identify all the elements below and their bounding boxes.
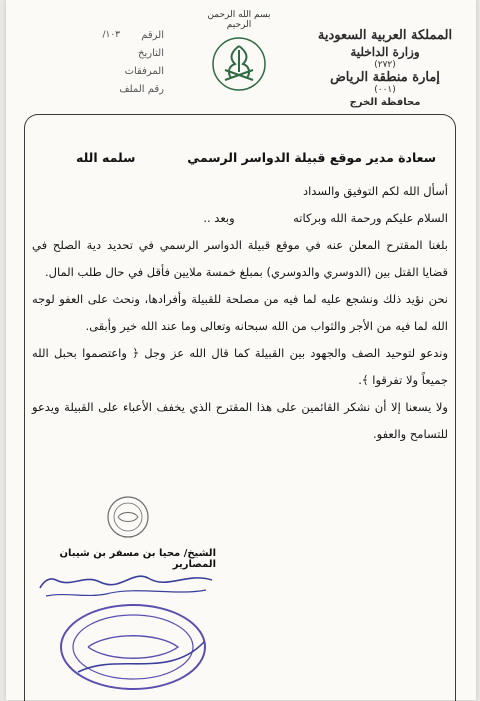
paragraph-thanks: ولا يسعنا إلا أن نشكر القائمين على هذا المقترح الذي يخفف الأعباء على القبيلة ويدعو للتسامح والعفو. <box>32 400 448 441</box>
ref-attachments-label: المرفقات <box>124 66 164 77</box>
round-seal-icon <box>106 495 150 539</box>
signatory-name: الشيخ/ محيا بن مسفر بن شيبان المصارير <box>59 548 216 570</box>
official-stamp <box>58 602 208 692</box>
paragraph-proposal: بلغنا المقترح المعلن عنه في موقع قبيلة الدواسر الرسمي في تحديد دية الصلح في قضايا القتل بين (الدوسري والدوسري) بمبلغ خمسة ملايين فأقل في حال طلب المال. <box>32 238 448 279</box>
emirate-code: (٠٠١) <box>374 85 396 95</box>
ref-number-row <box>24 30 164 48</box>
greeting-tail: سلمه الله <box>76 150 136 165</box>
letter-body <box>32 178 448 448</box>
kingdom-name: المملكة العربية السعودية <box>317 28 453 43</box>
letterhead <box>6 0 476 110</box>
letterhead-authority <box>310 28 460 108</box>
ref-number-label: الرقم <box>141 30 164 41</box>
ref-date-label: التاريخ <box>138 48 164 59</box>
ref-attachments-row <box>24 66 164 84</box>
saudi-emblem-icon <box>211 36 267 92</box>
letterhead-center <box>194 10 284 96</box>
reference-block <box>24 30 164 102</box>
ref-date-row <box>24 48 164 66</box>
addressee: سعادة مدير موقع قبيلة الدواسر الرسمي <box>187 150 436 165</box>
letter-page <box>6 0 476 700</box>
basmala: بسم الله الرحمن الرحيم <box>207 10 271 30</box>
governorate-name: محافظة الخرج <box>349 97 421 108</box>
ministry-name: وزارة الداخلية <box>350 45 420 59</box>
ref-file-row <box>24 84 164 102</box>
ministry-code: (٢٧٢) <box>374 60 396 70</box>
emirate-name: إمارة منطقة الرياض <box>330 70 440 85</box>
paragraph-support: نحن نؤيد ذلك ونشجع عليه لما فيه من مصلحة للقبيلة وأفرادها، ونحث على العفو لوجه الله لما فيه من الأجر والثواب من الله سبحانه وتعالى وما عند الله خير وأبقى. <box>32 292 448 333</box>
paragraph-unity: وندعو لتوحيد الصف والجهود بين القبيلة كما قال الله عز وجل ﴿ واعتصموا بحبل الله جميعاً ولا تفرقوا ﴾. <box>32 346 448 387</box>
ref-number-value: ١٠٣/ <box>102 30 120 40</box>
handwritten-signature <box>36 566 216 602</box>
opening-prayer: أسأل الله لكم التوفيق والسداد <box>302 184 448 198</box>
greeting: السلام عليكم ورحمة الله وبركاته وبعد .. <box>203 211 448 225</box>
ref-file-label: رقم الملف <box>119 84 164 95</box>
